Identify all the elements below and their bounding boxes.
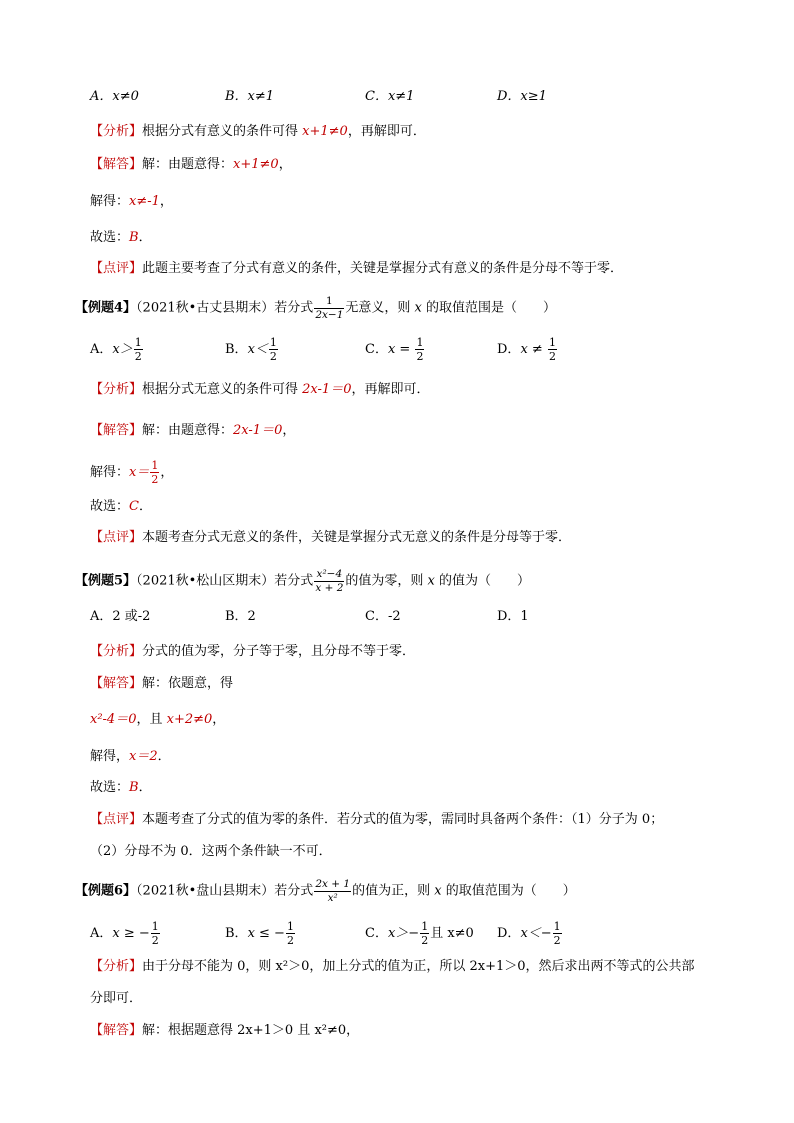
fraction-numerator: 1 — [421, 920, 429, 933]
option-letter: B． — [225, 342, 248, 357]
question-variable: x — [427, 573, 435, 589]
fraction-denominator: 2 — [421, 934, 429, 947]
result-prefix: 解得： — [90, 194, 130, 209]
q6-question — [75, 879, 576, 903]
fraction-denominator: 2 — [151, 473, 159, 486]
solution-equation: x+1≠0 — [233, 157, 279, 172]
comment-text-2: （2）分母不为 0．这两个条件缺一不可． — [90, 844, 332, 859]
q4-question — [75, 296, 556, 320]
condition-equation-2: x+2≠0 — [166, 712, 213, 727]
q4-comment — [90, 530, 571, 546]
fraction-numerator: 1 — [314, 296, 344, 309]
option-letter: A． — [90, 926, 113, 941]
q5-analysis — [90, 644, 415, 660]
fraction-numerator: 1 — [548, 336, 556, 349]
result-equation: x＝ — [129, 465, 150, 480]
fraction-denominator: 2 — [151, 934, 159, 947]
analysis-equation: x+1≠0 — [302, 124, 348, 139]
q6-solution — [90, 1023, 359, 1039]
q3-comment — [90, 261, 623, 277]
period: ． — [138, 499, 152, 514]
example-tag: 【例题4】 — [75, 300, 137, 316]
solution-equation: 2x-1＝0 — [233, 423, 283, 438]
fraction-numerator: 1 — [416, 336, 424, 349]
fraction-numerator: 2x + 1 — [315, 878, 351, 890]
fraction-denominator: 2 — [269, 350, 277, 363]
condition-connector: ，且 — [136, 712, 167, 727]
option-letter: A． — [90, 342, 113, 357]
solution-text: 解：根据题意得 2x+1＞0 且 x²≠0， — [142, 1023, 360, 1038]
question-variable: x — [414, 300, 422, 316]
comma: ， — [282, 423, 296, 438]
comment-tag: 【点评】 — [90, 812, 143, 827]
fraction-denominator: 2 — [553, 934, 561, 947]
question-source: （2021秋•古丈县期末）若分式 — [136, 300, 314, 316]
solution-text: 解：由题意得： — [142, 423, 234, 438]
analysis-text: 由于分母不能为 0，则 x²＞0，加上分式的值为正，所以 2x+1＞0，然后求出两不等式的公共部 — [142, 959, 695, 974]
solution-tag: 【解答】 — [90, 423, 143, 438]
question-source: （2021秋•盘山县期末）若分式 — [136, 883, 314, 899]
option-fraction — [415, 337, 424, 362]
option-letter: C． — [365, 926, 388, 941]
q5-option-b[interactable]: B．2 — [225, 609, 256, 624]
option-fraction — [134, 337, 143, 362]
option-fraction — [553, 921, 562, 946]
q3-option-a[interactable]: A．x≠0 — [90, 89, 139, 104]
solution-text: 解：由题意得： — [142, 157, 234, 172]
q6-analysis-continued — [90, 991, 142, 1007]
option-relation: x = — [387, 342, 415, 357]
fraction-numerator: 1 — [553, 920, 561, 933]
solution-tag: 【解答】 — [90, 157, 143, 172]
condition-equation-1: x²-4＝0 — [90, 712, 137, 727]
option-letter: D． — [497, 342, 521, 357]
comment-text: 此题主要考查了分式有意义的条件，关键是掌握分式有意义的条件是分母不等于零． — [142, 261, 624, 276]
solution-tag: 【解答】 — [90, 676, 143, 691]
question-source: （2021秋•松山区期末）若分式 — [136, 573, 314, 589]
example-tag: 【例题6】 — [75, 883, 137, 899]
analysis-text: 根据分式有意义的条件可得 — [142, 124, 303, 139]
result-fraction — [150, 460, 159, 485]
comma: ， — [278, 157, 292, 172]
q3-option-d[interactable]: D．x≥1 — [497, 89, 547, 104]
q6-option-d[interactable] — [497, 921, 563, 946]
answer-prefix: 故选： — [90, 499, 130, 514]
comma: ， — [160, 465, 174, 480]
option-fraction — [420, 921, 429, 946]
comment-tag: 【点评】 — [90, 261, 143, 276]
analysis-text-end: ，再解即可． — [351, 382, 430, 397]
q5-result — [90, 749, 171, 765]
result-equation: x＝2 — [129, 749, 158, 764]
fraction-denominator: 2 — [286, 934, 294, 947]
q5-comment — [90, 812, 663, 828]
fraction-numerator: 1 — [286, 920, 294, 933]
option-letter: C． — [365, 342, 388, 357]
question-fraction — [314, 296, 344, 320]
q3-solution — [90, 157, 292, 173]
analysis-text: 分式的值为零，分子等于零，且分母不等于零． — [142, 644, 416, 659]
q6-analysis — [90, 959, 695, 975]
answer-choice: B — [129, 780, 139, 795]
option-relation: x＜− — [520, 926, 552, 941]
analysis-equation: 2x-1＝0 — [302, 382, 352, 397]
option-relation: x ≤ − — [247, 926, 285, 941]
fraction-numerator: x²−4 — [314, 569, 344, 582]
question-text: 的值为正，则 — [352, 883, 435, 899]
result-equation: x≠-1 — [129, 194, 160, 209]
analysis-tag: 【分析】 — [90, 644, 143, 659]
analysis-tag: 【分析】 — [90, 382, 143, 397]
comma: ， — [159, 194, 173, 209]
q3-option-c[interactable]: C．x≠1 — [365, 89, 415, 104]
question-text: 的值为零，则 — [345, 573, 428, 589]
option-fraction — [286, 921, 295, 946]
option-fraction — [151, 921, 160, 946]
q4-option-d[interactable] — [497, 337, 558, 362]
result-prefix: 解得： — [90, 465, 130, 480]
comment-text: 本题考查分式无意义的条件，关键是掌握分式无意义的条件是分母等于零． — [142, 530, 572, 545]
q4-solution — [90, 423, 295, 439]
analysis-text-2: 分即可． — [90, 991, 143, 1006]
analysis-text: 根据分式无意义的条件可得 — [142, 382, 303, 397]
comment-tag: 【点评】 — [90, 530, 143, 545]
period: ． — [138, 230, 152, 245]
question-text-end: 的取值范围是（ ） — [421, 300, 557, 316]
option-letter: D． — [497, 926, 521, 941]
q5-comment-continued — [90, 844, 332, 860]
q3-option-b[interactable]: B．x≠1 — [225, 89, 275, 104]
q3-analysis — [90, 124, 426, 140]
option-relation: x ≥ − — [112, 926, 150, 941]
option-letter: B． — [225, 926, 248, 941]
fraction-numerator: 1 — [151, 920, 159, 933]
example-tag: 【例题5】 — [75, 573, 137, 589]
q5-solution — [90, 676, 233, 692]
answer-choice: C — [129, 499, 139, 514]
q4-option-b[interactable] — [225, 337, 279, 362]
q3-result — [90, 194, 173, 210]
q5-option-d[interactable]: D．1 — [497, 609, 529, 624]
period: ． — [157, 749, 171, 764]
q6-option-b[interactable] — [225, 921, 296, 946]
q4-option-a[interactable] — [90, 337, 144, 362]
option-condition: 且 x≠0 — [430, 926, 474, 941]
solution-text: 解：依题意，得 — [142, 676, 234, 691]
question-fraction — [314, 569, 344, 593]
fraction-denominator: 2 — [548, 350, 556, 363]
question-text-end: 的值为（ ） — [434, 573, 531, 589]
fraction-numerator: 1 — [269, 336, 277, 349]
fraction-denominator: 2 — [134, 350, 142, 363]
q6-option-a[interactable] — [90, 921, 161, 946]
q4-answer — [90, 499, 152, 515]
analysis-text-end: ，再解即可． — [347, 124, 426, 139]
answer-prefix: 故选： — [90, 230, 130, 245]
q5-option-a[interactable]: A．2 或-2 — [90, 609, 151, 624]
q4-analysis — [90, 382, 429, 398]
analysis-tag: 【分析】 — [90, 124, 143, 139]
period: ． — [138, 780, 152, 795]
q4-result — [90, 460, 173, 485]
question-text: 无意义，则 — [345, 300, 415, 316]
fraction-denominator: x + 2 — [315, 581, 344, 594]
fraction-numerator: 1 — [151, 459, 159, 472]
option-fraction — [269, 337, 278, 362]
q6-option-c[interactable] — [365, 921, 474, 946]
q4-option-c[interactable] — [365, 337, 425, 362]
option-fraction — [548, 337, 557, 362]
solution-tag: 【解答】 — [90, 1023, 143, 1038]
fraction-numerator: 1 — [134, 336, 142, 349]
fraction-denominator: 2 — [416, 350, 424, 363]
comment-text: 本题考查了分式的值为零的条件．若分式的值为零，需同时具备两个条件：（1）分子为 0； — [142, 812, 664, 827]
answer-prefix: 故选： — [90, 780, 130, 795]
result-prefix: 解得， — [90, 749, 130, 764]
answer-choice: B — [129, 230, 139, 245]
q5-condition — [90, 712, 225, 728]
fraction-denominator: x² — [327, 891, 338, 904]
question-variable: x — [434, 883, 442, 899]
q3-answer — [90, 230, 152, 246]
option-relation: x＞− — [387, 926, 420, 941]
option-relation: x＜ — [247, 342, 268, 357]
option-relation: x ≠ — [520, 342, 547, 357]
q5-answer — [90, 780, 152, 796]
comma: ， — [212, 712, 226, 727]
q5-option-c[interactable]: C．-2 — [365, 609, 401, 624]
q5-question — [75, 569, 530, 593]
question-fraction — [314, 879, 351, 903]
question-text-end: 的取值范围为（ ） — [441, 883, 576, 899]
analysis-tag: 【分析】 — [90, 959, 143, 974]
fraction-denominator: 2x−1 — [315, 308, 344, 321]
option-relation: x＞ — [112, 342, 133, 357]
